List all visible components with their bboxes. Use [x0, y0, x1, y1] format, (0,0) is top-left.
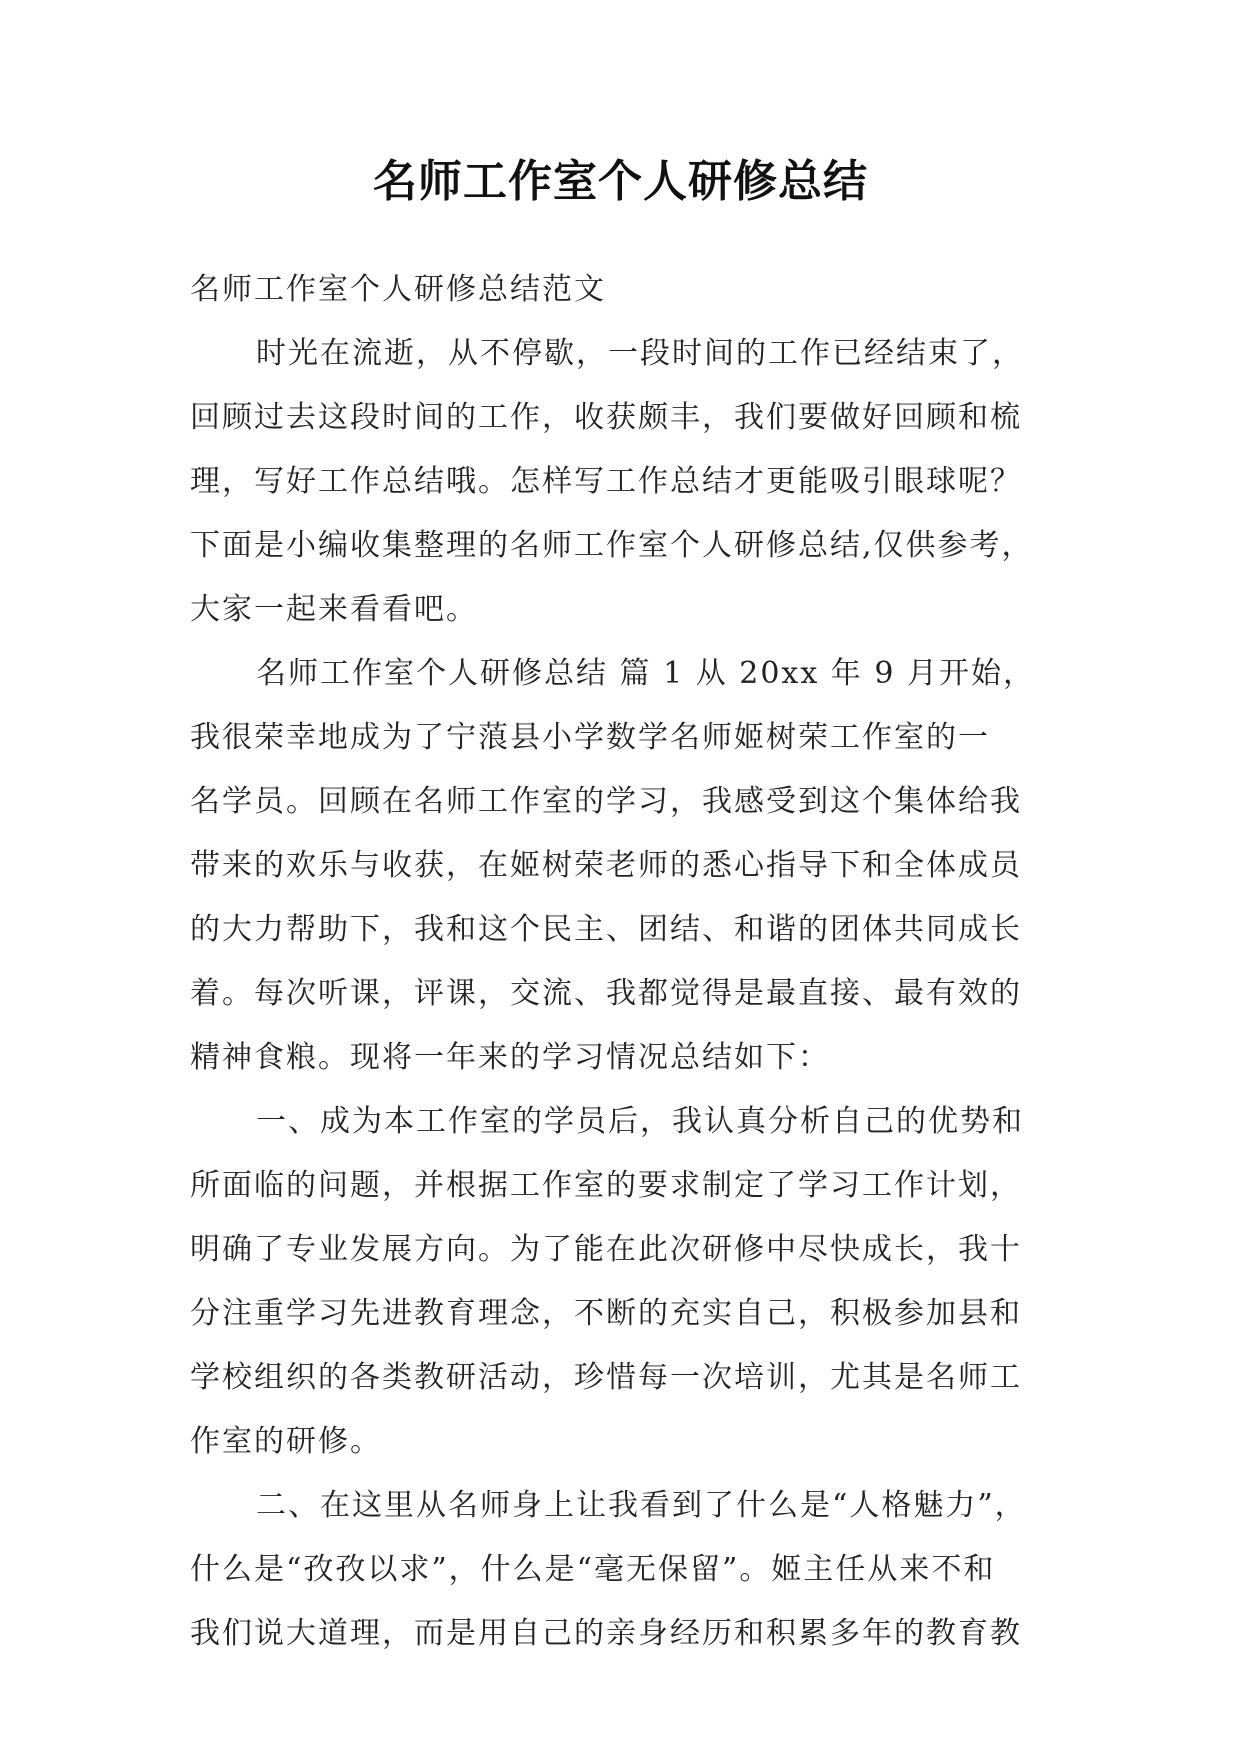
paragraph-line: 时光在流逝，从不停歇，一段时间的工作已经结束了， [256, 336, 1024, 371]
subtitle-line: 名师工作室个人研修总结范文 [190, 272, 606, 307]
paragraph-line: 作室的研修。 [190, 1424, 382, 1459]
paragraph-line: 回顾过去这段时间的工作，收获颇丰，我们要做好回顾和梳 [190, 400, 1022, 435]
paragraph-line: 二、在这里从名师身上让我看到了什么是“人格魅力”， [256, 1488, 1027, 1523]
paragraph-line: 名师工作室个人研修总结 篇 1 从 20xx 年 9 月开始， [256, 656, 1035, 691]
paragraph-line: 下面是小编收集整理的名师工作室个人研修总结,仅供参考， [190, 528, 1034, 563]
paragraph-line: 我很荣幸地成为了宁蒗县小学数学名师姬树荣工作室的一 [190, 720, 990, 755]
paragraph-line: 我们说大道理，而是用自己的亲身经历和积累多年的教育教 [190, 1616, 1022, 1651]
paragraph-line: 分注重学习先进教育理念，不断的充实自己，积极参加县和 [190, 1296, 1022, 1331]
paragraph-line: 学校组织的各类教研活动，珍惜每一次培训，尤其是名师工 [190, 1360, 1022, 1395]
paragraph-line: 明确了专业发展方向。为了能在此次研修中尽快成长，我十 [190, 1232, 1022, 1267]
paragraph-line: 一、成为本工作室的学员后，我认真分析自己的优势和 [256, 1104, 1024, 1139]
paragraph-line: 精神食粮。现将一年来的学习情况总结如下： [190, 1040, 830, 1075]
paragraph-line: 所面临的问题，并根据工作室的要求制定了学习工作计划， [190, 1168, 1022, 1203]
paragraph-line: 名学员。回顾在名师工作室的学习，我感受到这个集体给我 [190, 784, 1022, 819]
paragraph-line: 理，写好工作总结哦。怎样写工作总结才更能吸引眼球呢？ [190, 464, 1022, 499]
paragraph-line: 大家一起来看看吧。 [190, 592, 478, 627]
document-body [190, 258, 1070, 1666]
document-title: 名师工作室个人研修总结 [373, 156, 868, 207]
paragraph-line: 的大力帮助下，我和这个民主、团结、和谐的团体共同成长 [190, 912, 1022, 947]
paragraph-line: 什么是“孜孜以求”，什么是“毫无保留”。姬主任从来不和 [190, 1552, 996, 1587]
paragraph-line: 着。每次听课，评课，交流、我都觉得是最直接、最有效的 [190, 976, 1022, 1011]
paragraph-line: 带来的欢乐与收获，在姬树荣老师的悉心指导下和全体成员 [190, 848, 1022, 883]
